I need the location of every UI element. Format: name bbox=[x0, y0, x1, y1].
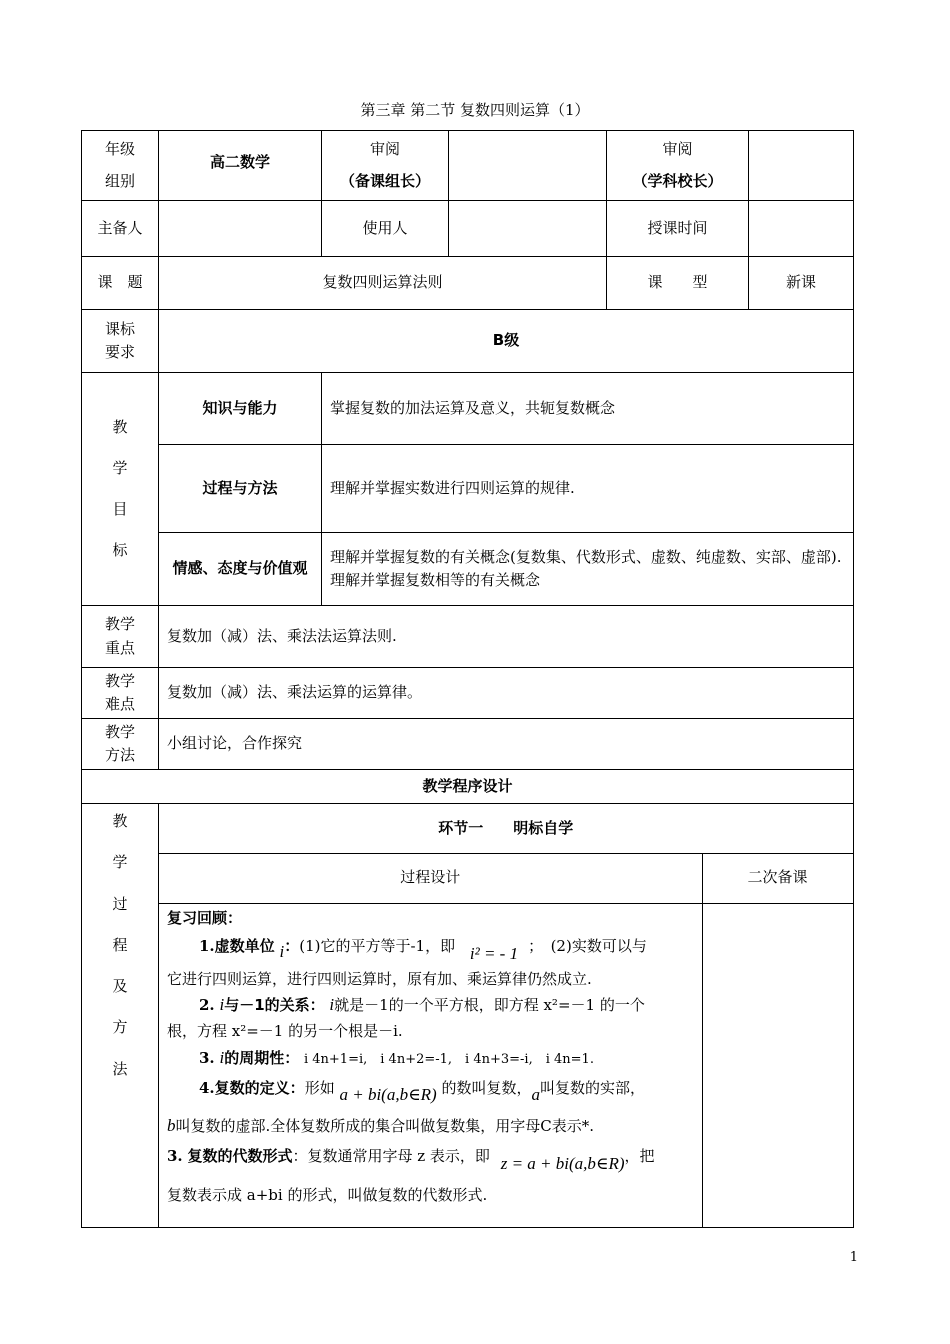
goal-row-2 bbox=[82, 445, 854, 533]
goal-row-1 bbox=[82, 373, 854, 445]
col-design-header: 过程设计 bbox=[159, 853, 702, 903]
process-label: 教 学 过 程 及 方 法 bbox=[82, 804, 159, 1228]
topic-row bbox=[82, 257, 854, 310]
key-point-label: 教学 重点 bbox=[82, 606, 159, 668]
difficulty-row bbox=[82, 668, 854, 719]
header-row-1 bbox=[82, 131, 854, 201]
header-row-2 bbox=[82, 201, 854, 257]
goal-text-process: 理解并掌握实数进行四则运算的规律. bbox=[322, 445, 854, 533]
item-imaginary-unit: 1.虚数单位 i：(1)它的平方等于-1，即 i² = - 1 ； (2)实数可以与 bbox=[199, 937, 647, 964]
standard-value: B级 bbox=[159, 310, 854, 373]
standard-label: 课标 要求 bbox=[82, 310, 159, 373]
item-definition-cont: b叫复数的虚部.全体复数所成的集合叫做复数集，用字母C表示*. bbox=[167, 1116, 595, 1136]
program-title-row bbox=[82, 770, 854, 804]
time-value bbox=[749, 201, 854, 257]
page-number: 1 bbox=[849, 1250, 858, 1265]
item-relation: 2. i与－1的关系： i就是－1的一个平方根，即方程 x²=－1 的一个 bbox=[199, 995, 645, 1015]
standard-row bbox=[82, 310, 854, 373]
difficulty-text: 复数加（减）法、乘法运算的运算律。 bbox=[159, 668, 854, 719]
item-algebraic-form-cont: 复数表示成 a+bi 的形式，叫做复数的代数形式. bbox=[167, 1185, 488, 1204]
topic-label: 课 题 bbox=[82, 257, 159, 310]
item-algebraic-form: 3. 复数的代数形式：复数通常用字母 z 表示，即 z = a + bi(a,b∈R)，把 bbox=[167, 1147, 655, 1174]
method-label: 教学 方法 bbox=[82, 719, 159, 770]
item-period: 3. i的周期性： i 4n+1=i, i 4n+2=-1, i 4n+3=-i, i 4n=1. bbox=[199, 1048, 594, 1068]
method-text: 小组讨论，合作探究 bbox=[159, 719, 854, 770]
item-imaginary-unit-cont: 它进行四则运算，进行四则运算时，原有加、乘运算律仍然成立. bbox=[167, 969, 592, 988]
time-label: 授课时间 bbox=[607, 201, 749, 257]
goal-name-emotion: 情感、态度与价值观 bbox=[159, 533, 322, 606]
review1-label: 审阅 （备课组长） bbox=[322, 131, 449, 201]
review2-value bbox=[749, 131, 854, 201]
col-second-header: 二次备课 bbox=[702, 853, 853, 903]
goal-name-process: 过程与方法 bbox=[159, 445, 322, 533]
lesson-plan-table bbox=[81, 130, 854, 1228]
item-definition: 4.复数的定义：形如 a + bi(a,b∈R) 的数叫复数，a叫复数的实部， bbox=[199, 1079, 646, 1105]
review1-value bbox=[449, 131, 607, 201]
difficulty-label: 教学 难点 bbox=[82, 668, 159, 719]
process-design-content bbox=[159, 903, 702, 1227]
goals-label: 教 学 目 标 bbox=[82, 373, 159, 606]
key-point-row bbox=[82, 606, 854, 668]
preparer-label: 主备人 bbox=[82, 201, 159, 257]
goal-name-knowledge: 知识与能力 bbox=[159, 373, 322, 445]
document-title: 第三章 第二节 复数四则运算（1） bbox=[360, 101, 590, 119]
review-heading: 复习回顾： bbox=[167, 908, 243, 927]
type-label: 课 型 bbox=[607, 257, 749, 310]
item-relation-cont: 根，方程 x²=－1 的另一个根是－i. bbox=[167, 1022, 403, 1041]
preparer-value bbox=[159, 201, 322, 257]
grade-label: 年级 组别 bbox=[82, 131, 159, 201]
topic-value: 复数四则运算法则 bbox=[159, 257, 607, 310]
process-inner-table bbox=[159, 804, 854, 1228]
user-value bbox=[449, 201, 607, 257]
goal-text-knowledge: 掌握复数的加法运算及意义，共轭复数概念 bbox=[322, 373, 854, 445]
user-label: 使用人 bbox=[322, 201, 449, 257]
goal-text-emotion: 理解并掌握复数的有关概念(复数集、代数形式、虚数、纯虚数、实部、虚部). 理解并掌握复数相等的有关概念 bbox=[322, 533, 854, 606]
process-row bbox=[82, 804, 854, 1228]
program-title: 教学程序设计 bbox=[82, 770, 854, 804]
type-value: 新课 bbox=[749, 257, 854, 310]
section-title: 环节一 明标自学 bbox=[159, 804, 853, 853]
goal-row-3 bbox=[82, 533, 854, 606]
grade-value: 高二数学 bbox=[159, 131, 322, 201]
key-point-text: 复数加（减）法、乘法法运算法则. bbox=[159, 606, 854, 668]
method-row bbox=[82, 719, 854, 770]
review2-label: 审阅 （学科校长） bbox=[607, 131, 749, 201]
second-prep-content bbox=[702, 903, 853, 1227]
process-content-cell bbox=[159, 804, 854, 1228]
